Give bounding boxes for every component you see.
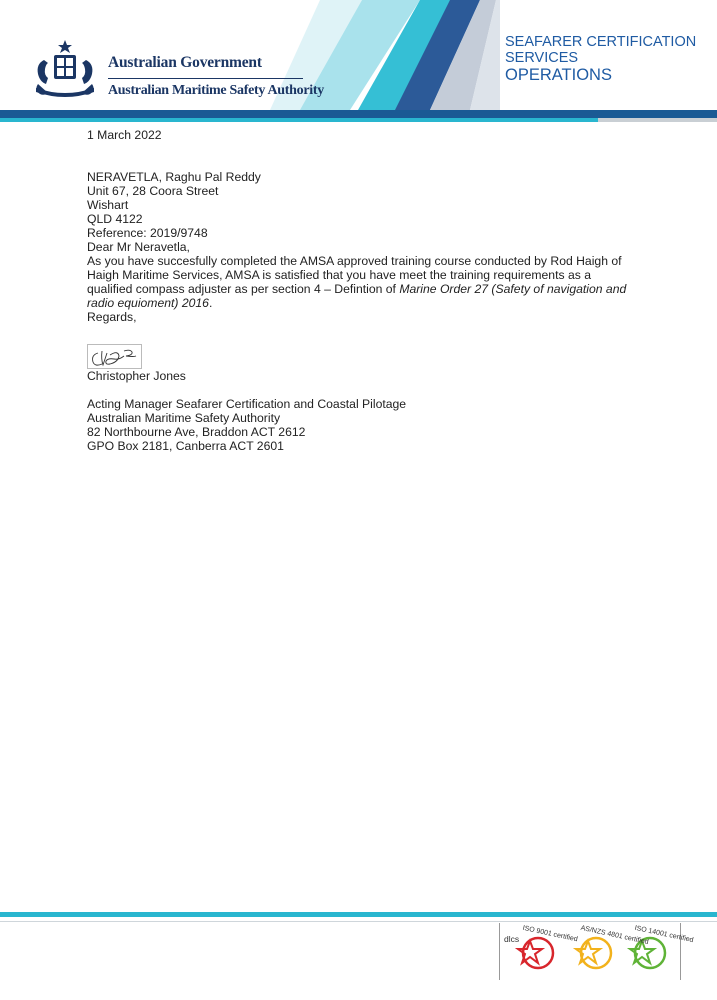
letter-body [87,128,632,453]
certification-logos [499,923,695,980]
signer-street-address: 82 Northbourne Ave, Braddon ACT 2612 [87,425,306,439]
service-heading-operations: OPERATIONS [505,66,612,84]
signer-organisation: Australian Maritime Safety Authority [87,411,281,425]
body-text: As you have succesfully completed the AMSA approved training course conducted by Rod Haigh of Haigh Maritime Services, AMSA is satisfied that you have meet the training requirements as a qualified compass adjuster as per section 4 – Defintion of [87,254,622,296]
government-title: Australian Government [108,54,262,71]
recipient-street: Unit 67, 28 Coora Street [87,184,219,198]
service-heading-line2: SERVICES [505,50,579,66]
body-paragraph [87,254,632,310]
recipient-address [87,170,632,226]
body-marine-order-reference: Marine Order 27 (Safety of navigation and radio equioment) 2016 [87,282,627,310]
handwritten-signature [88,345,143,370]
service-heading-line1: SEAFARER CERTIFICATION [505,34,697,50]
signature-image [87,344,142,369]
footer-teal-bar [0,912,717,917]
header-teal-bar [0,118,598,122]
iso-14001-label: ISO 14001 certified [633,924,695,945]
signer-details [87,397,632,453]
salutation: Dear Mr Neravetla, [87,240,190,254]
recipient-name: NERAVETLA, Raghu Pal Reddy [87,170,261,184]
iso-9001-label: ISO 9001 certified [521,924,579,944]
iso-9001-star-icon [518,938,553,968]
signer-title: Acting Manager Seafarer Certification and Coastal Pilotage [87,397,407,411]
recipient-state-postcode: QLD 4122 [87,212,143,226]
letter-date: 1 March 2022 [87,128,162,142]
government-title-rule [108,78,303,79]
service-heading [505,34,696,84]
body-end: . [208,296,213,310]
certification-badges [500,923,695,980]
commonwealth-coat-of-arms-icon [30,38,100,104]
agency-title: Australian Maritime Safety Authority [108,83,324,98]
certification-body-label: dlcs [504,934,520,944]
signer-name: Christopher Jones [87,369,186,383]
header-grey-bar [598,118,717,122]
as-nzs-4801-label: AS/NZS 4801 certified [579,924,650,947]
as-nzs-4801-star-icon [576,938,611,968]
header-navy-bar [0,110,717,118]
closing: Regards, [87,310,137,324]
recipient-suburb: Wishart [87,198,129,212]
letterhead [0,0,717,124]
signer-postal-address: GPO Box 2181, Canberra ACT 2601 [87,439,284,453]
reference-number: Reference: 2019/9748 [87,226,208,240]
footer-rule [0,921,717,922]
